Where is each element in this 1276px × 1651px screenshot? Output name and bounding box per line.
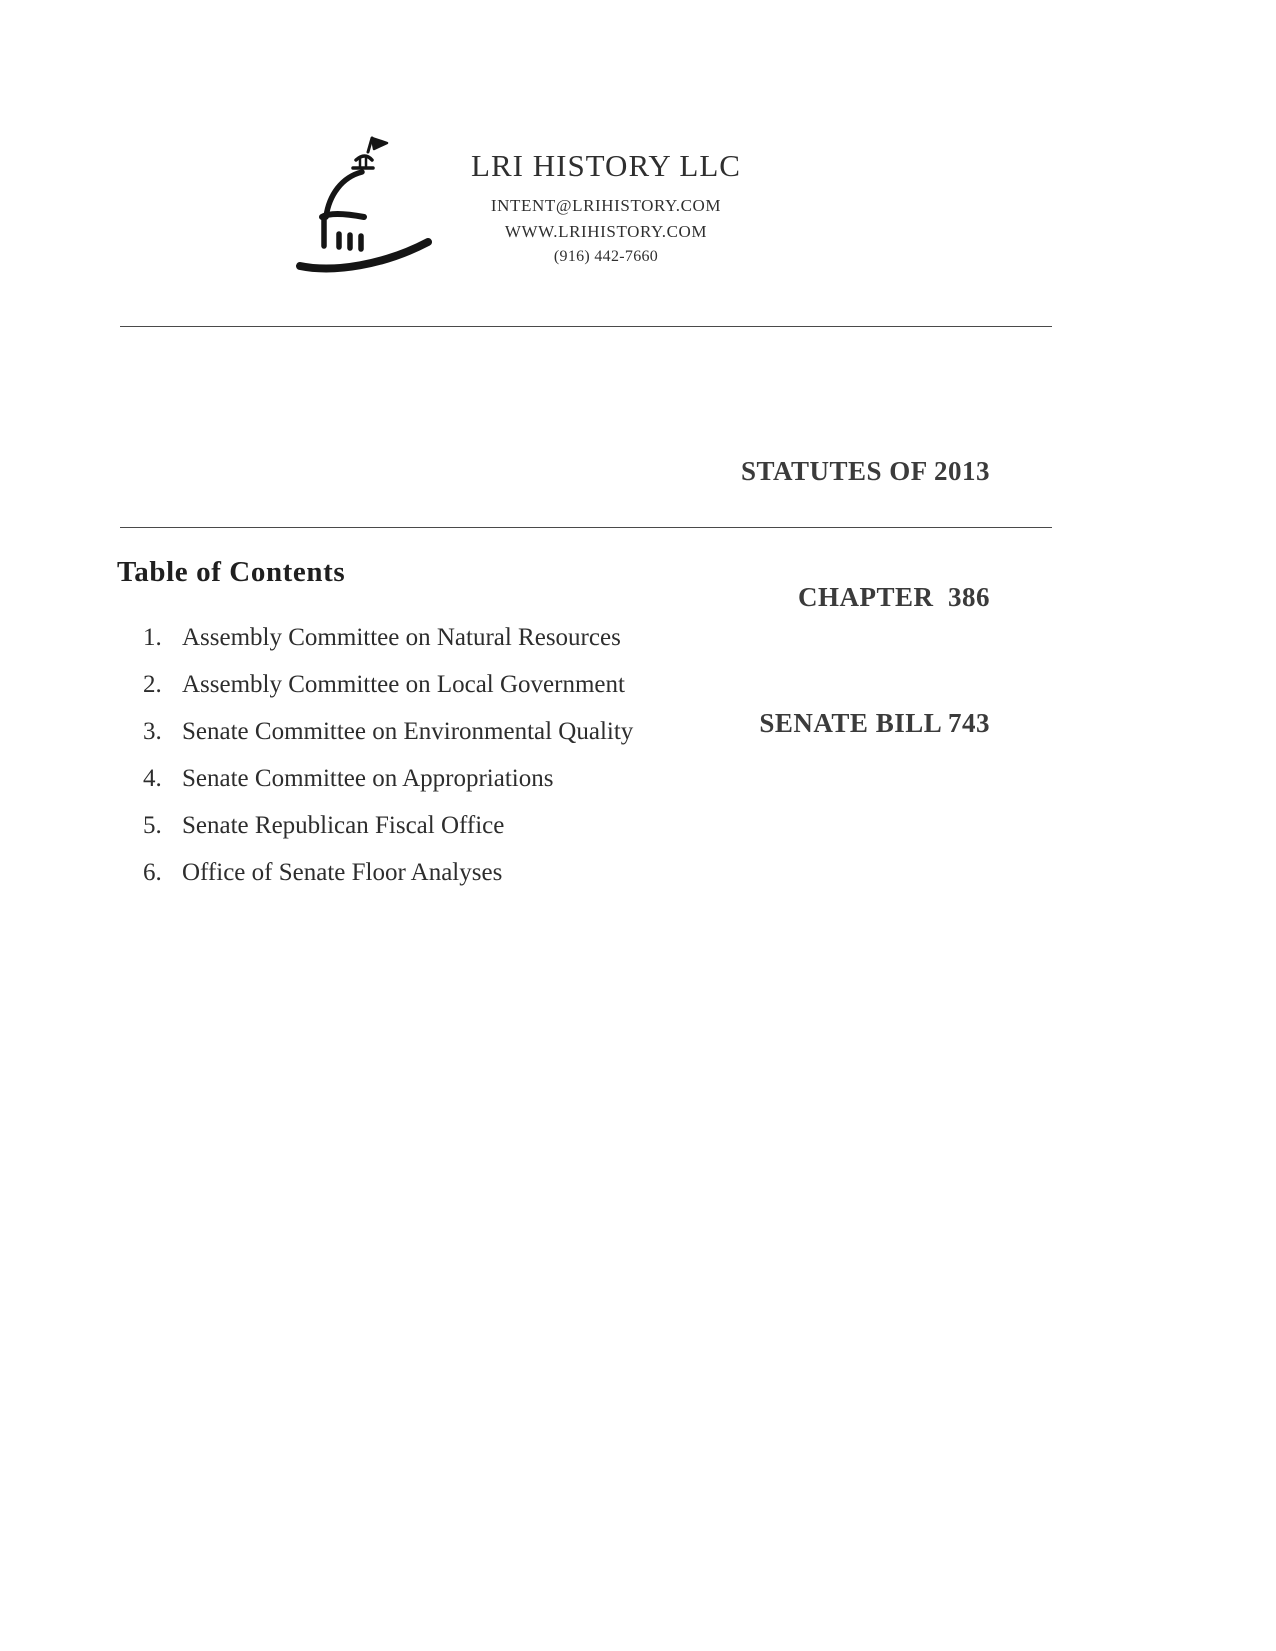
toc-item-label: Office of Senate Floor Analyses [182, 859, 503, 886]
toc-item-label: Assembly Committee on Local Government [182, 671, 625, 698]
toc-item [143, 765, 633, 793]
toc-item-number: 3. [143, 718, 162, 745]
chapter-line: CHAPTER 386 [797, 582, 990, 612]
toc-item [143, 718, 633, 746]
toc-item [143, 671, 633, 699]
toc-list [143, 624, 633, 906]
divider-top [120, 326, 1052, 327]
company-name: LRI HISTORY LLC [471, 148, 741, 183]
toc-item-label: Senate Committee on Appropriations [182, 765, 554, 792]
company-email: INTENT@LRIHISTORY.COM [490, 196, 722, 215]
statute-title-block [741, 366, 990, 828]
toc-item-number: 6. [143, 859, 162, 886]
toc-item-label: Senate Republican Fiscal Office [182, 812, 505, 839]
toc-item-number: 5. [143, 812, 162, 839]
toc-item-label: Assembly Committee on Natural Resources [182, 624, 621, 651]
senate-bill-line: SENATE BILL 743 [759, 708, 990, 738]
company-phone: (916) 442-7660 [553, 248, 659, 265]
company-website: WWW.LRIHISTORY.COM [504, 222, 708, 241]
capitol-logo-icon [292, 120, 440, 284]
toc-item [143, 624, 633, 652]
toc-item [143, 859, 633, 887]
toc-item-number: 4. [143, 765, 162, 792]
toc-item-number: 2. [143, 671, 162, 698]
toc-item-label: Senate Committee on Environmental Quality [182, 718, 634, 745]
letterhead [438, 148, 774, 272]
toc-heading: Table of Contents [117, 556, 346, 588]
toc-item [143, 812, 633, 840]
toc-item-number: 1. [143, 624, 162, 651]
statutes-line: STATUTES OF 2013 [740, 456, 990, 486]
